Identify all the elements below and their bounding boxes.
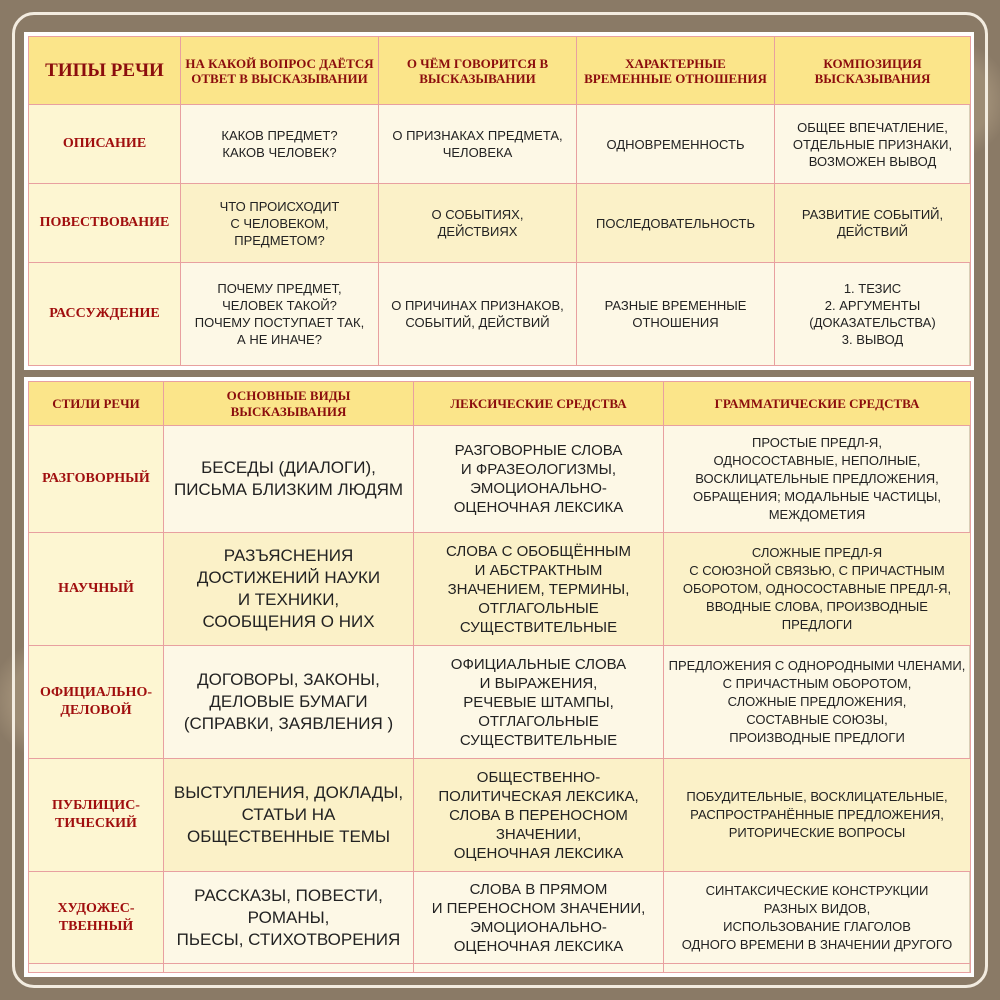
table-cell: КАКОВ ПРЕДМЕТ? КАКОВ ЧЕЛОВЕК? (181, 105, 379, 184)
table-cell: ОБЩЕЕ ВПЕЧАТЛЕНИЕ, ОТДЕЛЬНЫЕ ПРИЗНАКИ, ВОЗМОЖЕН ВЫВОД (775, 105, 971, 184)
column-header: СТИЛИ РЕЧИ (29, 382, 164, 426)
empty-cell (164, 964, 414, 973)
empty-cell (414, 964, 664, 973)
row-header: ХУДОЖЕС- ТВЕННЫЙ (29, 872, 164, 964)
empty-cell (29, 964, 164, 973)
table-cell: РАЗГОВОРНЫЕ СЛОВА И ФРАЗЕОЛОГИЗМЫ, ЭМОЦИОНАЛЬНО- ОЦЕНОЧНАЯ ЛЕКСИКА (414, 426, 664, 533)
column-header: ХАРАКТЕРНЫЕ ВРЕМЕННЫЕ ОТНОШЕНИЯ (577, 37, 775, 105)
row-header: ПУБЛИЦИС- ТИЧЕСКИЙ (29, 759, 164, 872)
speech-types-panel (24, 32, 974, 370)
table-cell: ПОСЛЕДОВАТЕЛЬНОСТЬ (577, 184, 775, 263)
table-cell: О ПРИЗНАКАХ ПРЕДМЕТА, ЧЕЛОВЕКА (379, 105, 577, 184)
table-cell: ОДНОВРЕМЕННОСТЬ (577, 105, 775, 184)
table-cell: РАЗНЫЕ ВРЕМЕННЫЕ ОТНОШЕНИЯ (577, 263, 775, 366)
column-header: КОМПОЗИЦИЯ ВЫСКАЗЫВАНИЯ (775, 37, 971, 105)
row-header: РАССУЖДЕНИЕ (29, 263, 181, 366)
column-header: ТИПЫ РЕЧИ (29, 37, 181, 105)
empty-cell (664, 964, 971, 973)
table-cell: РАЗЪЯСНЕНИЯ ДОСТИЖЕНИЙ НАУКИ И ТЕХНИКИ, СООБЩЕНИЯ О НИХ (164, 533, 414, 646)
table-cell: ОФИЦИАЛЬНЫЕ СЛОВА И ВЫРАЖЕНИЯ, РЕЧЕВЫЕ ШТАМПЫ, ОТГЛАГОЛЬНЫЕ СУЩЕСТВИТЕЛЬНЫЕ (414, 646, 664, 759)
table-row (29, 184, 971, 263)
table-row-blank (29, 964, 971, 973)
row-header: РАЗГОВОРНЫЙ (29, 426, 164, 533)
table-cell: ПОБУДИТЕЛЬНЫЕ, ВОСКЛИЦАТЕЛЬНЫЕ, РАСПРОСТРАНЁННЫЕ ПРЕДЛОЖЕНИЯ, РИТОРИЧЕСКИЕ ВОПРОСЫ (664, 759, 971, 872)
table-cell: СЛОВА С ОБОБЩЁННЫМ И АБСТРАКТНЫМ ЗНАЧЕНИЕМ, ТЕРМИНЫ, ОТГЛАГОЛЬНЫЕ СУЩЕСТВИТЕЛЬНЫЕ (414, 533, 664, 646)
table-cell: РАССКАЗЫ, ПОВЕСТИ, РОМАНЫ, ПЬЕСЫ, СТИХОТВОРЕНИЯ (164, 872, 414, 964)
table-cell: ПРЕДЛОЖЕНИЯ С ОДНОРОДНЫМИ ЧЛЕНАМИ, С ПРИЧАСТНЫМ ОБОРОТОМ, СЛОЖНЫЕ ПРЕДЛОЖЕНИЯ, СОСТАВНЫЕ СОЮЗЫ, ПРОИЗВОДНЫЕ ПРЕДЛОГИ (664, 646, 971, 759)
speech-styles-panel (24, 377, 974, 977)
table-header-row (29, 37, 971, 105)
table-cell: ДОГОВОРЫ, ЗАКОНЫ, ДЕЛОВЫЕ БУМАГИ (СПРАВКИ, ЗАЯВЛЕНИЯ ) (164, 646, 414, 759)
table-cell: О ПРИЧИНАХ ПРИЗНАКОВ, СОБЫТИЙ, ДЕЙСТВИЙ (379, 263, 577, 366)
table-cell: ОБЩЕСТВЕННО- ПОЛИТИЧЕСКАЯ ЛЕКСИКА, СЛОВА В ПЕРЕНОСНОМ ЗНАЧЕНИИ, ОЦЕНОЧНАЯ ЛЕКСИКА (414, 759, 664, 872)
table-row (29, 533, 971, 646)
table-cell: ПОЧЕМУ ПРЕДМЕТ, ЧЕЛОВЕК ТАКОЙ? ПОЧЕМУ ПОСТУПАЕТ ТАК, А НЕ ИНАЧЕ? (181, 263, 379, 366)
column-header: ОСНОВНЫЕ ВИДЫ ВЫСКАЗЫВАНИЯ (164, 382, 414, 426)
row-header: ОФИЦИАЛЬНО- ДЕЛОВОЙ (29, 646, 164, 759)
table-row (29, 872, 971, 964)
table-row (29, 759, 971, 872)
row-header: ОПИСАНИЕ (29, 105, 181, 184)
table-header-row (29, 382, 971, 426)
table-cell: ПРОСТЫЕ ПРЕДЛ-Я, ОДНОСОСТАВНЫЕ, НЕПОЛНЫЕ, ВОСКЛИЦАТЕЛЬНЫЕ ПРЕДЛОЖЕНИЯ, ОБРАЩЕНИЯ; МОДАЛЬНЫЕ ЧАСТИЦЫ, МЕЖДОМЕТИЯ (664, 426, 971, 533)
table-cell: БЕСЕДЫ (ДИАЛОГИ), ПИСЬМА БЛИЗКИМ ЛЮДЯМ (164, 426, 414, 533)
row-header: НАУЧНЫЙ (29, 533, 164, 646)
speech-types-table (28, 36, 971, 366)
table-cell: СЛОВА В ПРЯМОМ И ПЕРЕНОСНОМ ЗНАЧЕНИИ, ЭМОЦИОНАЛЬНО- ОЦЕНОЧНАЯ ЛЕКСИКА (414, 872, 664, 964)
table-cell: ЧТО ПРОИСХОДИТ С ЧЕЛОВЕКОМ, ПРЕДМЕТОМ? (181, 184, 379, 263)
row-header: ПОВЕСТВОВАНИЕ (29, 184, 181, 263)
table-cell: РАЗВИТИЕ СОБЫТИЙ, ДЕЙСТВИЙ (775, 184, 971, 263)
table-cell: СЛОЖНЫЕ ПРЕДЛ-Я С СОЮЗНОЙ СВЯЗЬЮ, С ПРИЧАСТНЫМ ОБОРОТОМ, ОДНОСОСТАВНЫЕ ПРЕДЛ-Я, ВВОДНЫЕ СЛОВА, ПРОИЗВОДНЫЕ ПРЕДЛОГИ (664, 533, 971, 646)
column-header: О ЧЁМ ГОВОРИТСЯ В ВЫСКАЗЫВАНИИ (379, 37, 577, 105)
column-header: ЛЕКСИЧЕСКИЕ СРЕДСТВА (414, 382, 664, 426)
table-row (29, 105, 971, 184)
column-header: НА КАКОЙ ВОПРОС ДАЁТСЯ ОТВЕТ В ВЫСКАЗЫВАНИИ (181, 37, 379, 105)
table-cell: ВЫСТУПЛЕНИЯ, ДОКЛАДЫ, СТАТЬИ НА ОБЩЕСТВЕННЫЕ ТЕМЫ (164, 759, 414, 872)
table-cell: 1. ТЕЗИС 2. АРГУМЕНТЫ (ДОКАЗАТЕЛЬСТВА) 3. ВЫВОД (775, 263, 971, 366)
column-header: ГРАММАТИЧЕСКИЕ СРЕДСТВА (664, 382, 971, 426)
table-row (29, 426, 971, 533)
table-cell: О СОБЫТИЯХ, ДЕЙСТВИЯХ (379, 184, 577, 263)
table-cell: СИНТАКСИЧЕСКИЕ КОНСТРУКЦИИ РАЗНЫХ ВИДОВ, ИСПОЛЬЗОВАНИЕ ГЛАГОЛОВ ОДНОГО ВРЕМЕНИ В ЗНАЧЕНИИ ДРУГОГО (664, 872, 971, 964)
speech-styles-table (28, 381, 971, 973)
table-row (29, 263, 971, 366)
table-row (29, 646, 971, 759)
